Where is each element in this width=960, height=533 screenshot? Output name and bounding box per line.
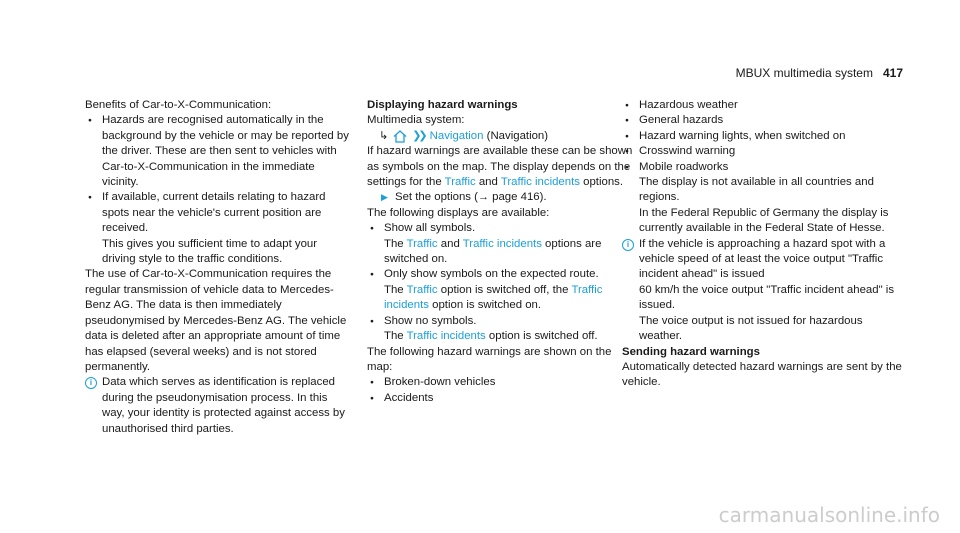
- traffic-incidents-link[interactable]: Traffic incidents: [384, 283, 603, 312]
- list-item-detail: The Traffic option is switched off, the Traffic incidents option is switched on.: [384, 283, 603, 312]
- list-item: ● Hazards are recognised automatically in the background by the vehicle or may be reported by the driver. These are then sent to vehicles with Car-to-X-Communication in the immediate vicinity.: [85, 113, 351, 190]
- arrow-return-icon: ↳: [379, 129, 389, 142]
- note-text: The voice output is not issued for hazardous weather.: [639, 314, 863, 343]
- info-icon: i: [85, 377, 97, 389]
- body-paragraph: The following hazard warnings are shown on the map:: [367, 345, 612, 373]
- column-left: [85, 98, 351, 437]
- list-item: ● General hazards: [622, 113, 902, 128]
- watermark: carmanualsonline.info: [718, 502, 940, 527]
- body-paragraph: Automatically detected hazard warnings are sent by the vehicle.: [622, 360, 902, 389]
- list-item: ● If available, current details relating to hazard spots near the vehicle's current position are received.: [85, 190, 351, 236]
- traffic-link[interactable]: Traffic: [444, 176, 476, 189]
- arrow-right-icon: →: [477, 191, 489, 204]
- home-icon: [393, 130, 407, 143]
- page-number: 417: [882, 66, 903, 80]
- body-paragraph: The following displays are available:: [367, 206, 550, 219]
- traffic-incidents-link[interactable]: Traffic incidents: [500, 176, 580, 189]
- section-heading: Sending hazard warnings: [622, 345, 760, 358]
- action-step: ▶ Set the options (→ page 416).: [367, 190, 633, 205]
- column-middle: [367, 98, 633, 406]
- list-item: ● Only show symbols on the expected route.: [367, 267, 633, 282]
- traffic-link[interactable]: Traffic: [406, 237, 438, 250]
- note-text: If the vehicle is approaching a hazard spot with a vehicle speed of at least the voice output "Traffic incident ahead" is issued: [639, 237, 886, 281]
- info-icon: i: [622, 239, 634, 251]
- list-item: ● Hazardous weather: [622, 98, 902, 113]
- note: [85, 375, 351, 437]
- header-title: MBUX multimedia system: [735, 66, 873, 80]
- traffic-incidents-link[interactable]: Traffic incidents: [462, 237, 542, 250]
- list-item: ● Mobile roadworks: [622, 160, 902, 175]
- list-item: ● Broken-down vehicles: [367, 375, 633, 390]
- traffic-incidents-link[interactable]: Traffic incidents: [406, 330, 486, 343]
- double-chevron-icon: ❯❯: [412, 129, 425, 142]
- list-item: ● Show all symbols.: [367, 221, 633, 236]
- menu-path: [367, 129, 633, 144]
- page-header: [736, 66, 903, 81]
- navigation-label: (Navigation): [486, 129, 549, 142]
- column-right: [622, 98, 902, 391]
- section-heading: Displaying hazard warnings: [367, 99, 518, 111]
- list-item-detail: This gives you sufficient time to adapt your driving style to the traffic conditions.: [102, 237, 318, 266]
- note: [622, 237, 902, 345]
- play-icon: ▶: [381, 192, 388, 203]
- list-item: ● Show no symbols.: [367, 314, 633, 329]
- body-paragraph: The use of Car-to-X-Communication requires the regular transmission of vehicle data to Mercedes-Benz AG. The data is then immediately pseudonymised by Mercedes-Benz AG. The vehicle data is deleted after an appropriate amount of time has elapsed (several weeks) and is not stored permanently.: [85, 268, 347, 373]
- intro-text: Benefits of Car-to-X-Communication:: [85, 99, 272, 111]
- list-item-detail: The display is not available in all countries and regions.: [639, 176, 874, 204]
- system-label: Multimedia system:: [367, 114, 465, 127]
- traffic-link[interactable]: Traffic: [406, 283, 438, 296]
- list-item: ● Accidents: [367, 391, 633, 406]
- list-item: ● Hazard warning lights, when switched on: [622, 129, 902, 144]
- body-paragraph: If hazard warnings are available these can be shown as symbols on the map. The display depends on the settings for the Traffic and Traffic incidents options.: [367, 145, 633, 189]
- list-item-detail: The Traffic incidents option is switched off.: [384, 330, 598, 343]
- list-item: ● Crosswind warning: [622, 144, 902, 159]
- list-item-detail: In the Federal Republic of Germany the display is currently available in the Federal State of Hesse.: [639, 206, 889, 235]
- navigation-link[interactable]: Navigation: [429, 129, 484, 142]
- note-text: Data which serves as identification is replaced during the pseudonymisation process. In this way, your identity is protected against access by unauthorised third parties.: [102, 376, 345, 435]
- list-item-detail: The Traffic and Traffic incidents options are switched on.: [384, 237, 602, 266]
- note-text: 60 km/h the voice output "Traffic incident ahead" is issued.: [639, 283, 895, 312]
